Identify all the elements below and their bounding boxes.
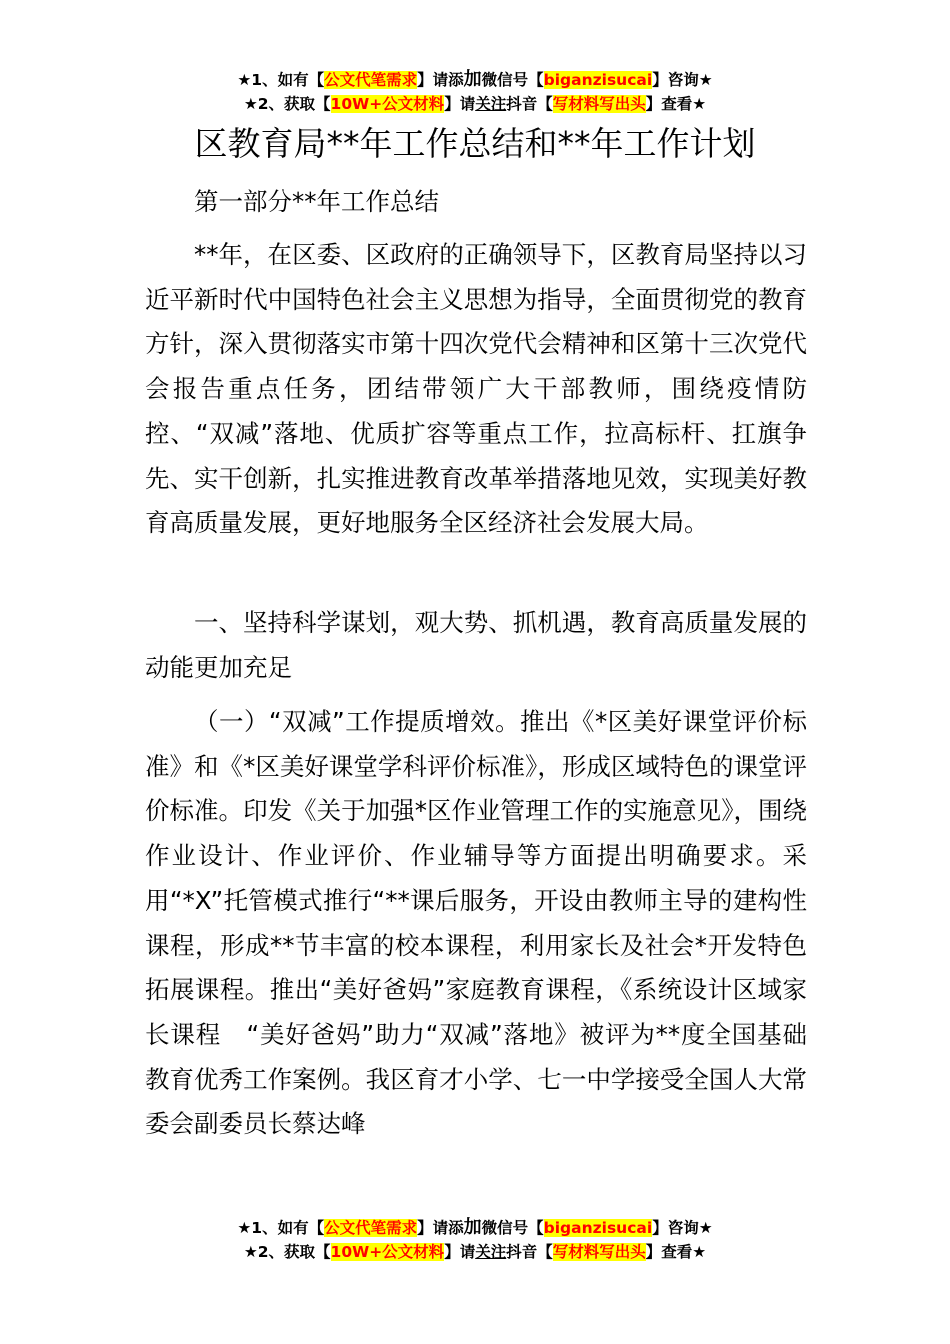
document-title: 区教育局**年工作总结和**年工作计划: [194, 124, 756, 163]
banner-highlight-service: 公文代笔需求: [324, 71, 418, 89]
banner-text-underlined: 关注: [475, 95, 507, 113]
paragraph-text: **年，在区委、区政府的正确领导下，区教育局坚持以习近平新时代中国特色社会主义思想为指导，全面贯彻党的教育方针，深入贯彻落实市第十四次党代会精神和区第十三次党代会报告重点任务，团结带领广大干部教师，围绕疫情防控、“双减”落地、优质扩容等重点工作，拉高标杆、扛旗争先、实干创新，扎实推进教育改革举措落地见效，实现美好教育高质量发展，更好地服务全区经济社会发展大局。: [145, 240, 807, 538]
banner-text: 】请: [444, 1243, 476, 1261]
banner-highlight-douyin: 写材料写出头: [552, 95, 646, 113]
banner-highlight-materials: 10W+公文材料: [330, 1243, 445, 1261]
banner-line-1: [0, 1216, 950, 1240]
banner-text: 】咨询★: [652, 1219, 713, 1237]
banner-text: 微信号【: [481, 71, 544, 89]
banner-text: 】请添: [417, 71, 464, 89]
bottom-banner: [0, 1216, 950, 1264]
banner-highlight-douyin: 写材料写出头: [552, 1243, 646, 1261]
banner-line-2: [0, 92, 950, 116]
banner-text-emphasis: 加: [463, 1217, 482, 1238]
banner-text: 抖音【: [506, 1243, 553, 1261]
banner-text: 】查看★: [645, 95, 707, 113]
banner-text: 】咨询★: [652, 71, 713, 89]
body-paragraph: [145, 700, 807, 1147]
top-banner: [0, 68, 950, 116]
section-heading: [145, 601, 807, 690]
banner-text: 】请添: [417, 1219, 464, 1237]
banner-text: 抖音【: [506, 95, 553, 113]
banner-line-2: [0, 1240, 950, 1264]
banner-text-emphasis: 加: [463, 69, 482, 90]
part-heading: 第一部分**年工作总结: [194, 187, 439, 216]
banner-highlight-wechat-id: biganzisucai: [543, 71, 653, 89]
banner-text: ★2、获取【: [243, 1243, 331, 1261]
banner-text: 微信号【: [481, 1219, 544, 1237]
section-heading-text: 一、坚持科学谋划，观大势、抓机遇，教育高质量发展的动能更加充足: [145, 608, 807, 682]
banner-text: ★1、如有【: [237, 1219, 325, 1237]
banner-line-1: [0, 68, 950, 92]
banner-highlight-materials: 10W+公文材料: [330, 95, 445, 113]
banner-text: 】请: [444, 95, 476, 113]
banner-text: ★2、获取【: [243, 95, 331, 113]
banner-text-underlined: 关注: [475, 1243, 507, 1261]
body-paragraph: [145, 233, 807, 546]
paragraph-text: （一）“双减”工作提质增效。推出《*区美好课堂评价标准》和《*区美好课堂学科评价标准》，形成区域特色的课堂评价标准。印发《关于加强*区作业管理工作的实施意见》，围绕作业设计、作业评价、作业辅导等方面提出明确要求。采用“*X”托管模式推行“**课后服务，开设由教师主导的建构性课程，形成**节丰富的校本课程，利用家长及社会*开发特色拓展课程。推出“美好爸妈”家庭教育课程，《系统设计区域家长课程 “美好爸妈”助力“双减”落地》被评为**度全国基础教育优秀工作案例。我区育才小学、七一中学接受全国人大常委会副委员长蔡达峰: [145, 707, 807, 1139]
banner-highlight-service: 公文代笔需求: [324, 1219, 418, 1237]
banner-text: ★1、如有【: [237, 71, 325, 89]
banner-highlight-wechat-id: biganzisucai: [543, 1219, 653, 1237]
banner-text: 】查看★: [645, 1243, 707, 1261]
